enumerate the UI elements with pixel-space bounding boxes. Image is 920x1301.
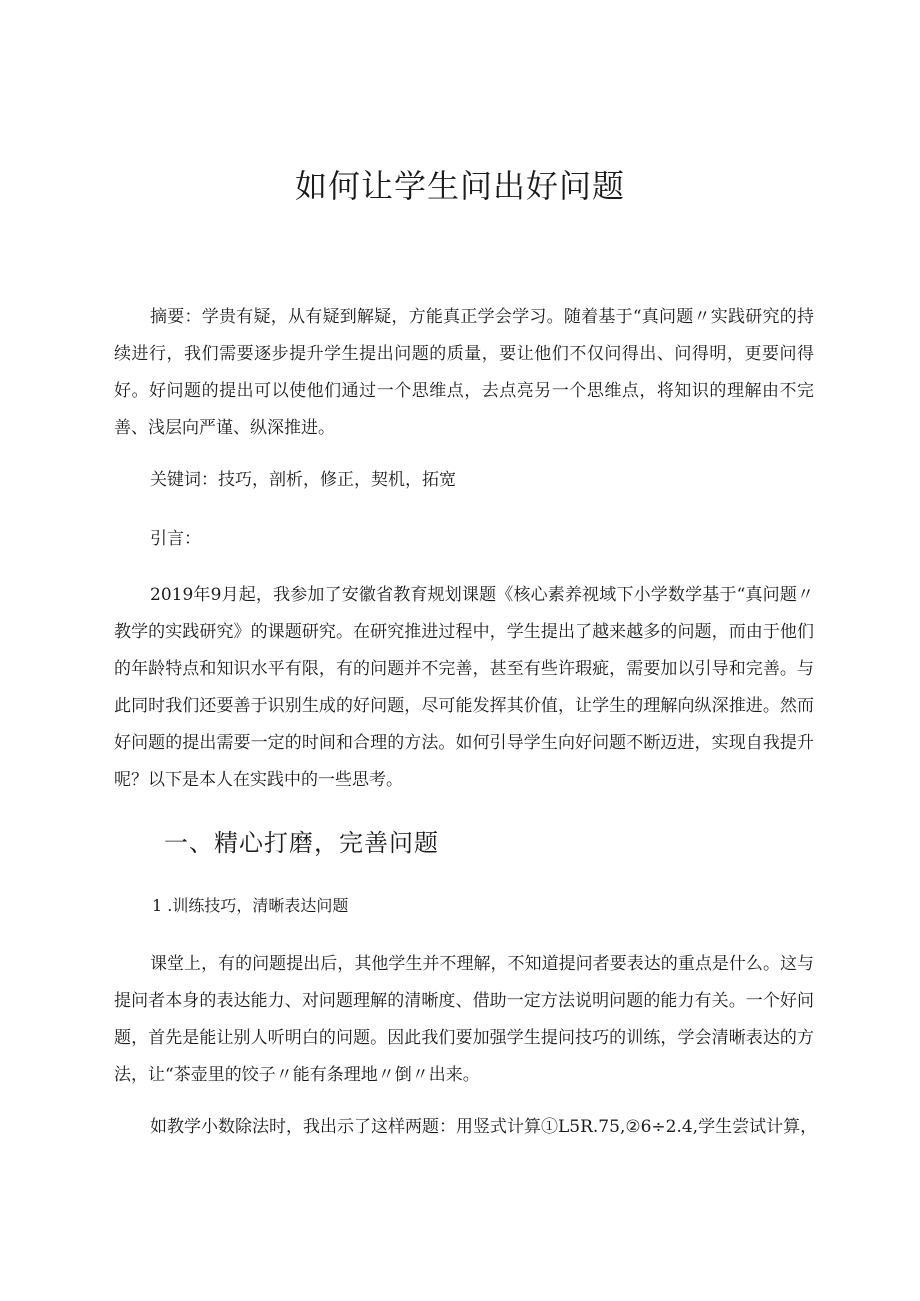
section-heading-1: 一、精心打磨，完善问题 <box>164 829 439 857</box>
body-paragraph: 如教学小数除法时，我出示了这样两题：用竖式计算①L5R.75,②6÷2.4,学生尝试计算， <box>150 1117 818 1137</box>
introduction-paragraph: 2019年9月起，我参加了安徽省教育规划课题《核心素养视域下小学数学基于“真问题〃教学的实践研究》的课题研究。在研究推进过程中，学生提出了越来越多的问题，而由于他们的年龄特点和知识水平有限，有的问题并不完善，甚至有些许瑕疵，需要加以引导和完善。与此同时我们还要善于识别生成的好问题，尽可能发挥其价值，让学生的理解向纵深推进。然而好问题的提出需要一定的时间和合理的方法。如何引导学生向好问题不断迈进，实现自我提升呢？以下是本人在实践中的一些思考。 <box>114 585 814 790</box>
body-paragraph: 课堂上，有的问题提出后，其他学生并不理解，不知道提问者要表达的重点是什么。这与提问者本身的表达能力、对问题理解的清晰度、借助一定方法说明问题的能力有关。一个好问题，首先是能让别人听明白的问题。因此我们要加强学生提问技巧的训练，学会清晰表达的方法，让“茶壶里的饺子〃能有条理地〃倒〃出来。 <box>114 954 814 1085</box>
introduction-label: 引言： <box>150 529 201 549</box>
subsection-heading-1-1: 1 .训练技巧，清晰表达问题 <box>152 896 349 915</box>
keywords-paragraph: 关键词：技巧，剖析，修正，契机，拓宽 <box>150 470 456 490</box>
abstract-paragraph: 摘要：学贵有疑，从有疑到解疑，方能真正学会学习。随着基于“真问题〃实践研究的持续进行，我们需要逐步提升学生提出问题的质量，要让他们不仅问得出、问得明，更要问得好。好问题的提出可以使他们通过一个思维点，去点亮另一个思维点，将知识的理解由不完善、浅层向严谨、纵深推进。 <box>114 307 814 438</box>
document-title: 如何让学生问出好问题 <box>294 167 625 205</box>
